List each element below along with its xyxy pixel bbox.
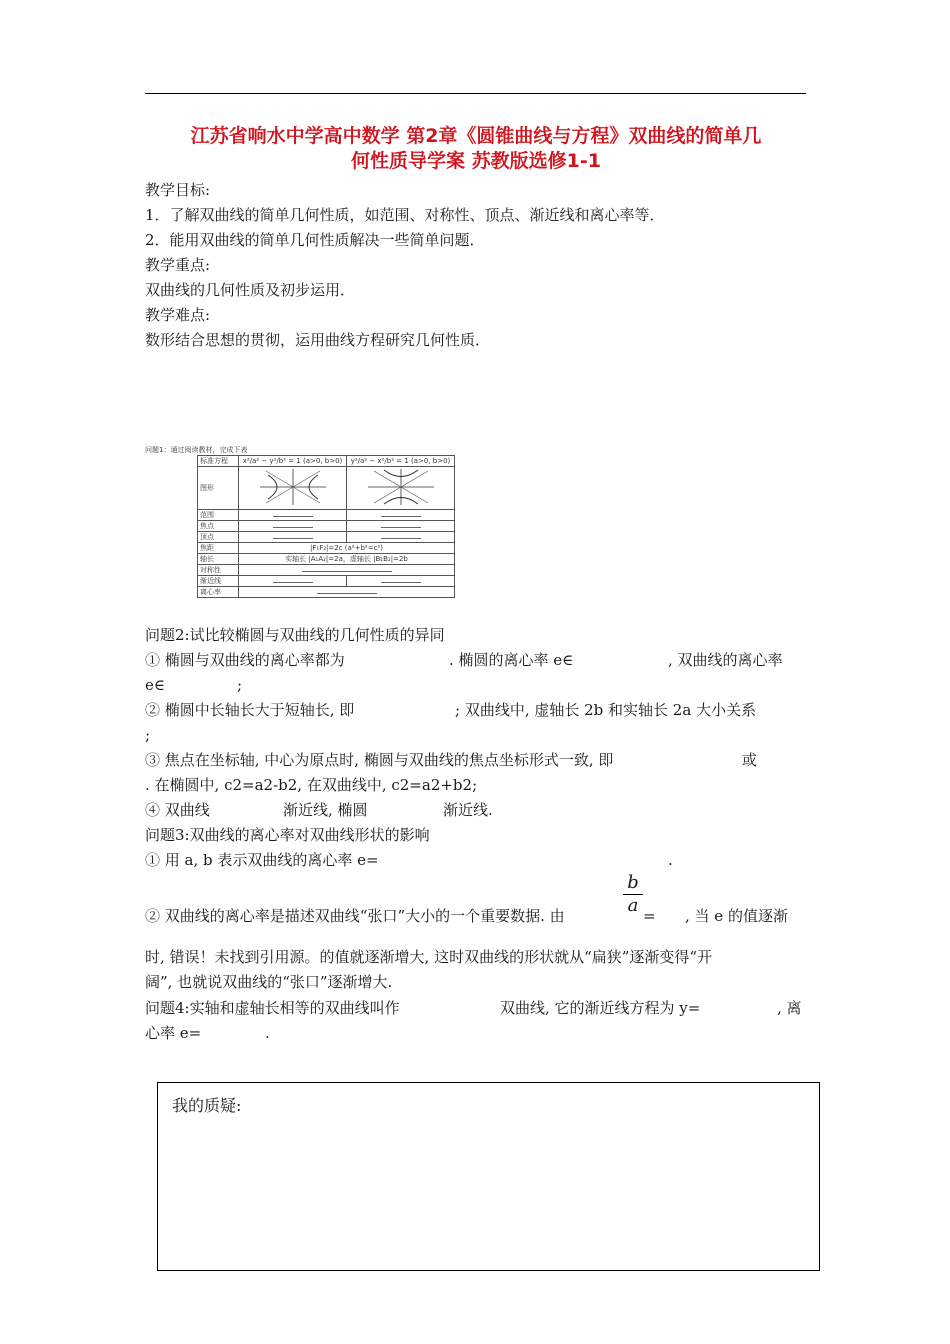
row-label-focal-distance: 焦距 [198,543,239,554]
q3-line-1: ① 用 a, b 表示双曲线的离心率 e= [145,851,379,869]
axis-length-value: 实轴长 |A₁A₂|=2a，虚轴长 |B₁B₂|=2b [239,554,455,565]
q1-table-figure [145,445,455,602]
row-label-vertices: 顶点 [198,532,239,543]
fraction-numerator: b [627,872,639,893]
blank-line [273,522,313,528]
difficulties-text: 数形结合思想的贯彻，运用曲线方程研究几何性质． [145,331,491,349]
graph-horizontal-hyperbola [239,467,347,510]
properties-table [197,455,455,598]
blank-line [381,511,421,517]
title-line-2: 何性质导学案 苏教版选修1-1 [351,150,601,172]
objective-2: 2．能用双曲线的简单几何性质解决一些简单问题． [145,231,485,249]
blank-line [381,522,421,528]
q2-line-1: ① 椭圆与双曲线的离心率都为 [145,651,345,669]
q2-line-5: ③ 焦点在坐标轴, 中心为原点时, 椭圆与双曲线的焦点坐标形式一致, 即 [145,751,614,769]
fraction-b-over-a [623,873,643,916]
row-label-foci: 焦点 [198,521,239,532]
row-label-symmetry: 对称性 [198,565,239,576]
q2-line-5b: 或 [742,751,758,769]
table-header-label: 标准方程 [198,456,239,467]
hyperbola-y-icon [366,467,436,507]
blank-line [273,577,313,583]
q3-heading: 问题3:双曲线的离心率对双曲线形状的影响 [145,826,430,844]
q2-line-4: ; [145,726,151,744]
hyperbola-x-icon [258,467,328,507]
q4-line-1b: 双曲线, 它的渐近线方程为 y= [500,999,701,1017]
q4-line-2b: . [265,1024,270,1042]
q2-line-1c: , 双曲线的离心率 [668,651,783,669]
row-label-axis-length: 轴长 [198,554,239,565]
blank-line [273,511,313,517]
blank-line [317,588,377,594]
table-header-eq2: y²/a² − x²/b² = 1 (a>0, b>0) [347,456,455,467]
q4-line-1c: , 离 [777,999,802,1017]
blank-line [273,533,313,539]
q2-heading: 问题2:试比较椭圆与双曲线的几何性质的异同 [145,626,445,644]
q3-line-1b: . [668,851,673,869]
fraction-denominator: a [627,895,639,916]
q4-line-2: 心率 e= [145,1024,202,1042]
q3-line-2: ② 双曲线的离心率是描述双曲线“张口”大小的一个重要数据. 由 [145,907,565,925]
question-box[interactable] [157,1082,820,1271]
table-header-eq1: x²/a² − y²/b² = 1 (a>0, b>0) [239,456,347,467]
row-label-eccentricity: 离心率 [198,587,239,598]
difficulties-heading: 教学难点: [145,306,211,324]
page-title [140,124,812,174]
title-line-1: 江苏省响水中学高中数学 第2章《圆锥曲线与方程》双曲线的简单几 [190,125,762,147]
graph-vertical-hyperbola [347,467,455,510]
blank-line [302,566,392,572]
q3-line-3: 时, 错误！未找到引用源。的值就逐渐增大, 这时双曲线的形状就从“扁狭”逐渐变得“开 [145,948,713,966]
question-box-label: 我的质疑: [172,1096,242,1115]
row-label-range: 范围 [198,510,239,521]
q2-line-7b: 渐近线, 椭圆 [283,801,368,819]
figure-caption: 问题1：通过阅读教材，完成下表 [145,446,248,454]
q2-line-6: . 在椭圆中, c2=a2-b2, 在双曲线中, c2=a2+b2; [145,776,478,794]
focal-distance-value: |F₁F₂|=2c (a²+b²=c²) [239,543,455,554]
key-points-text: 双曲线的几何性质及初步运用． [145,281,356,299]
q2-line-1b: . 椭圆的离心率 e∈ [449,651,574,669]
header-rule [145,93,806,94]
q2-line-2: e∈ [145,676,165,694]
q2-line-7: ④ 双曲线 [145,801,210,819]
q3-line-4: 阔”, 也就说双曲线的“张口”逐渐增大. [145,973,393,991]
key-points-heading: 教学重点: [145,256,211,274]
blank-line [381,533,421,539]
q3-line-2b: = [643,907,656,925]
objective-1: 1．了解双曲线的简单几何性质，如范围、对称性、顶点、渐近线和离心率等． [145,206,665,224]
objectives-heading: 教学目标: [145,181,211,199]
row-label-graph: 图形 [198,467,239,510]
q2-line-2b: ; [237,676,243,694]
row-label-asymptotes: 渐近线 [198,576,239,587]
q3-line-2c: , 当 e 的值逐渐 [685,907,788,925]
q2-line-3b: ; 双曲线中, 虚轴长 2b 和实轴长 2a 大小关系 [455,701,757,719]
q4-line-1: 问题4:实轴和虚轴长相等的双曲线叫作 [145,999,400,1017]
blank-line [381,577,421,583]
q2-line-3: ② 椭圆中长轴长大于短轴长, 即 [145,701,355,719]
q2-line-7c: 渐近线. [443,801,493,819]
